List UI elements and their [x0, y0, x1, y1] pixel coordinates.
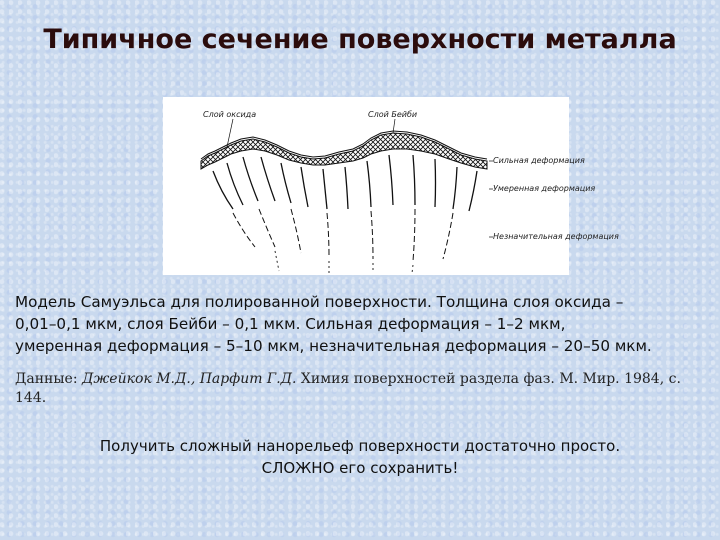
- note-line: СЛОЖНО его сохранить!: [261, 459, 459, 477]
- label-slight-deformation: Незначительная деформация: [493, 232, 619, 241]
- slide-title: Типичное сечение поверхности металла: [43, 24, 677, 55]
- source-title: Химия поверхностей раздела фаз. М. Мир. 1984, с.: [296, 371, 681, 387]
- source-page: 144.: [15, 390, 47, 406]
- caption-line: 0,01–0,1 мкм, слоя Бейби – 0,1 мкм. Сильная деформация – 1–2 мкм,: [15, 315, 566, 333]
- label-beilby-layer: Слой Бейби: [368, 110, 418, 119]
- note-line: Получить сложный нанорельеф поверхности достаточно просто.: [99, 437, 621, 455]
- label-oxide-layer: Слой оксида: [203, 110, 257, 119]
- source-prefix: Данные:: [15, 371, 82, 387]
- figure-caption: [15, 291, 710, 357]
- label-moderate-deformation: Умеренная деформация: [493, 184, 596, 193]
- slight-deformation-lines: [275, 251, 413, 273]
- source-reference: [15, 370, 710, 408]
- conclusion-note: [0, 435, 720, 479]
- surface-section-diagram: [163, 97, 619, 275]
- moderate-deformation-lines: [233, 209, 453, 261]
- diagram-svg: [163, 97, 619, 275]
- caption-line: умеренная деформация – 5–10 мкм, незначительная деформация – 20–50 мкм.: [15, 337, 652, 355]
- caption-line: Модель Самуэльса для полированной поверхности. Толщина слоя оксида –: [15, 293, 624, 311]
- source-authors: Джейкок М.Д., Парфит Г.Д.: [82, 371, 297, 387]
- strong-deformation-lines: [213, 155, 477, 211]
- label-strong-deformation: Сильная деформация: [493, 156, 585, 165]
